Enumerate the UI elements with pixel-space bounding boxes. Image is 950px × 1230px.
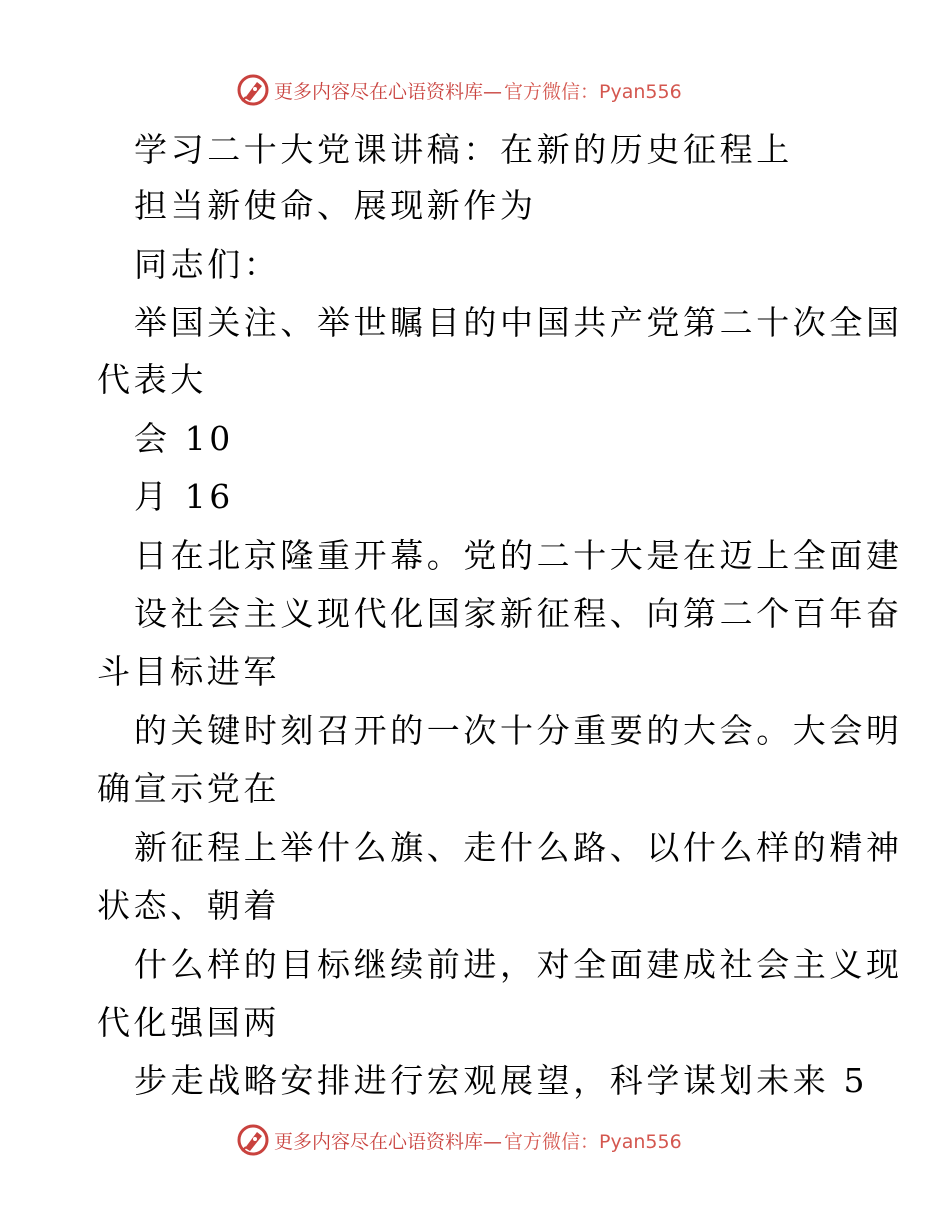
doc-title-line-1: 学习二十大党课讲稿：在新的历史征程上: [134, 130, 793, 169]
doc-text-line: 步走战略安排进行宏观展望，科学谋划未来 5: [134, 1061, 869, 1100]
doc-text-line: 设社会主义现代化国家新征程、向第二个百年奋: [134, 594, 903, 633]
doc-text-line: 状态、朝着: [97, 886, 280, 925]
doc-text-line: 月 16: [134, 477, 234, 516]
doc-title-line-2: 担当新使命、展现新作为: [134, 186, 537, 225]
pen-nib-logo-icon: [236, 73, 270, 107]
doc-text-line: 什么样的目标继续前进，对全面建成社会主义现: [134, 945, 903, 984]
watermark-wechat-text: 官方微信：Pyan556: [504, 80, 682, 103]
doc-text-line: 的关键时刻召开的一次十分重要的大会。大会明: [134, 711, 903, 750]
header-watermark: [236, 72, 682, 108]
watermark-main-text: 更多内容尽在心语资料库—: [274, 80, 503, 103]
doc-text-line: 代化强国两: [97, 1003, 280, 1042]
doc-text-line: 日在北京隆重开幕。党的二十大是在迈上全面建: [134, 536, 903, 575]
doc-text-line: 举国关注、举世瞩目的中国共产党第二十次全国: [134, 303, 903, 342]
watermark-main-text: 更多内容尽在心语资料库—: [274, 1130, 503, 1153]
doc-salutation: 同志们：: [134, 245, 281, 284]
doc-text-line: 确宣示党在: [97, 769, 280, 808]
doc-text-line: 斗目标进军: [97, 652, 280, 691]
pen-nib-logo-icon: [236, 1123, 270, 1157]
footer-watermark: [236, 1122, 682, 1158]
doc-text-line: 代表大: [97, 360, 207, 399]
doc-text-line: 新征程上举什么旗、走什么路、以什么样的精神: [134, 828, 903, 867]
watermark-wechat-text: 官方微信：Pyan556: [504, 1130, 682, 1153]
doc-text-line: 会 10: [134, 419, 234, 458]
